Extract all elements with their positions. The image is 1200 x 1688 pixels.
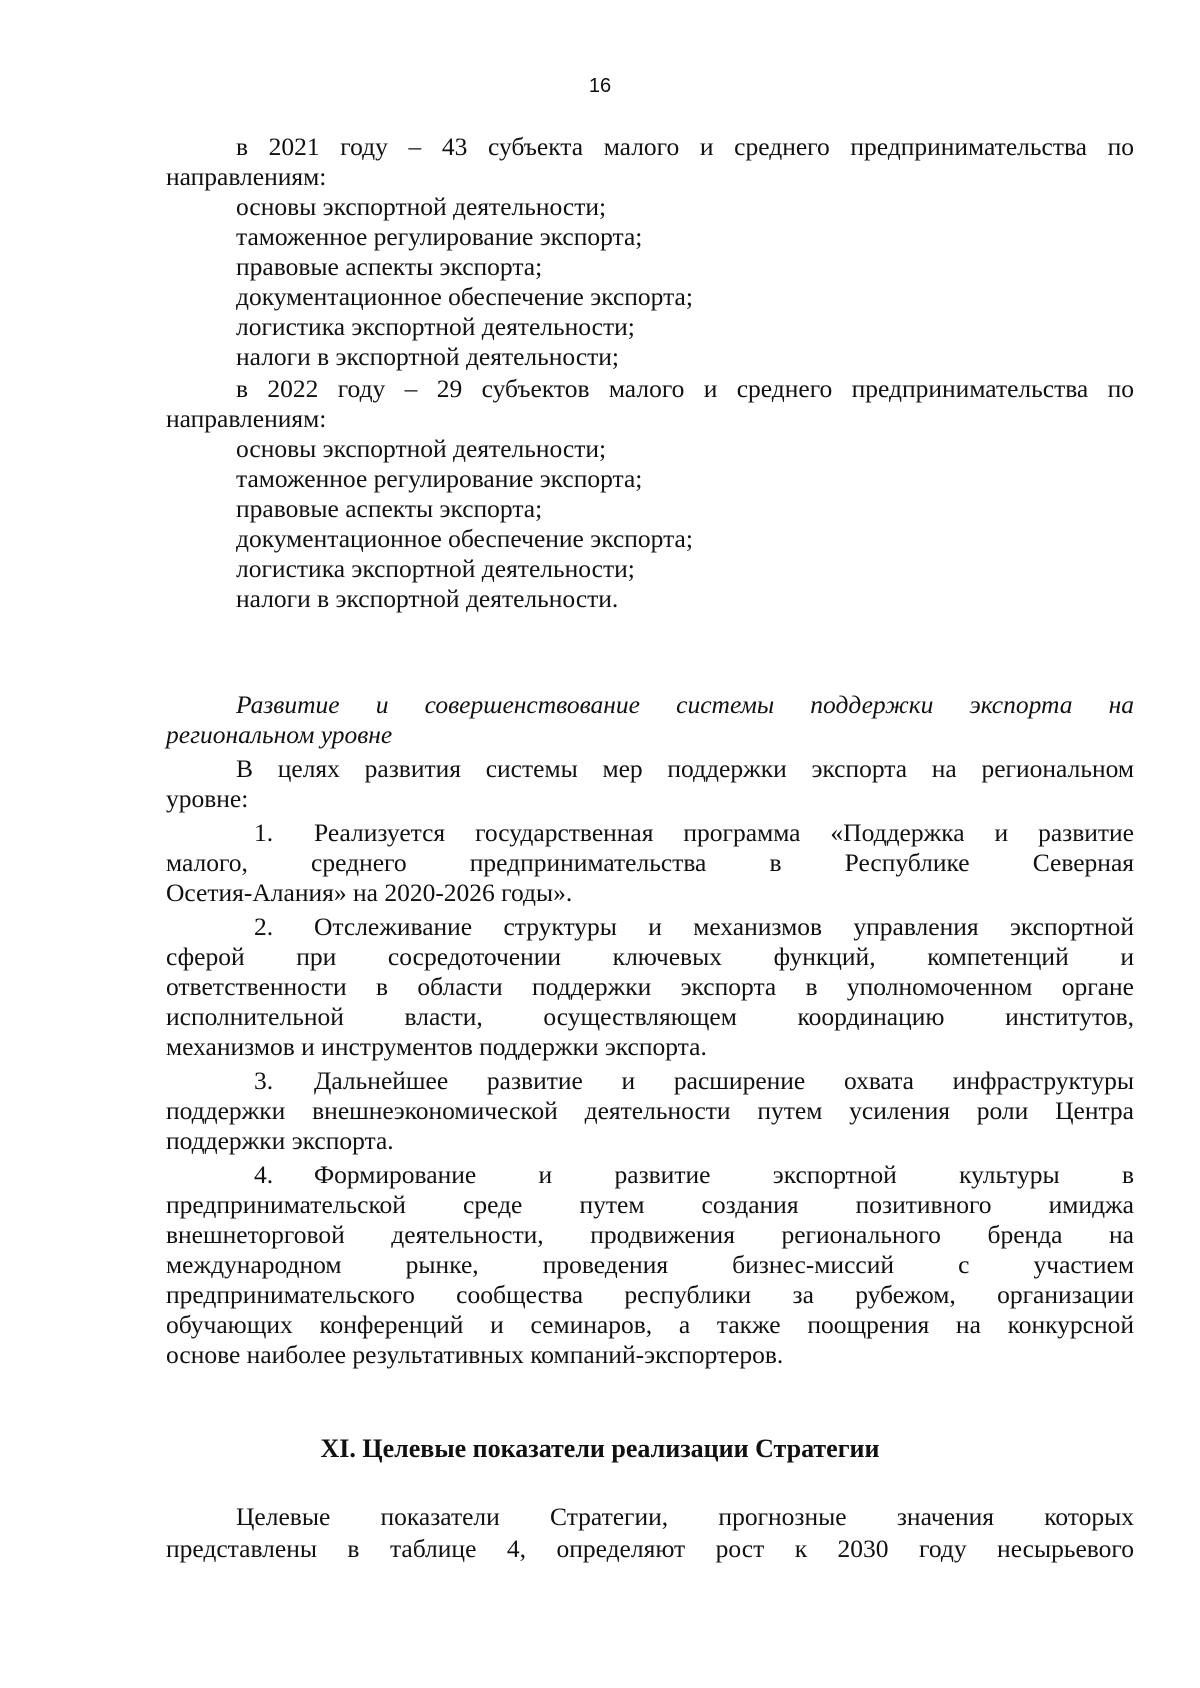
paragraph-line: представлены в таблице 4, определяют рост к 2030 году несырьевого [166,1534,1134,1563]
item-line: международном рынке, проведения бизнес-миссий с участием [166,1250,1134,1279]
list-item: основы экспортной деятельности; [236,192,607,221]
subheading-line: Развитие и совершенствование системы поддержки экспорта на [236,690,1134,719]
list-item: документационное обеспечение экспорта; [236,524,693,553]
item-number: 2. [254,912,274,941]
item-number: 3. [254,1066,274,1095]
item-number: 4. [254,1160,274,1189]
item-line: Осетия-Алания» на 2020-2026 годы». [166,878,573,907]
list-item: основы экспортной деятельности; [236,434,607,463]
paragraph-line: уровне: [166,784,249,813]
paragraph-line: Целевые показатели Стратегии, прогнозные значения которых [236,1502,1134,1531]
item-line: механизмов и инструментов поддержки экспорта. [166,1032,707,1061]
item-line: Реализуется государственная программа «Поддержка и развитие [314,818,1134,847]
subheading-line: региональном уровне [166,720,393,749]
item-line: Дальнейшее развитие и расширение охвата инфраструктуры [314,1066,1134,1095]
list-item: правовые аспекты экспорта; [236,494,543,523]
item-line: Отслеживание структуры и механизмов управления экспортной [314,912,1134,941]
list-item: таможенное регулирование экспорта; [236,464,643,493]
item-line: предпринимательского сообщества республики за рубежом, организации [166,1280,1134,1309]
list-item: логистика экспортной деятельности; [236,554,635,583]
item-line: сферой при сосредоточении ключевых функций, компетенций и [166,942,1134,971]
section-heading: XI. Целевые показатели реализации Стратегии [320,1434,880,1463]
item-line: поддержки экспорта. [166,1126,394,1155]
item-line: обучающих конференций и семинаров, а также поощрения на конкурсной [166,1310,1134,1339]
list-item: правовые аспекты экспорта; [236,252,543,281]
paragraph-line: направлениям: [166,404,327,433]
item-line: поддержки внешнеэкономической деятельности путем усиления роли Центра [166,1096,1134,1125]
list-item: налоги в экспортной деятельности. [236,584,619,613]
item-line: малого, среднего предпринимательства в Республике Северная [166,848,1134,877]
item-line: основе наиболее результативных компаний-экспортеров. [166,1340,784,1369]
paragraph-line: в 2021 году – 43 субъекта малого и среднего предпринимательства по [236,132,1134,161]
item-number: 1. [254,818,274,847]
item-line: внешнеторговой деятельности, продвижения регионального бренда на [166,1220,1134,1249]
item-line: ответственности в области поддержки экспорта в уполномоченном органе [166,972,1134,1001]
paragraph-line: В целях развития системы мер поддержки экспорта на региональном [236,754,1134,783]
list-item: логистика экспортной деятельности; [236,312,635,341]
list-item: таможенное регулирование экспорта; [236,222,643,251]
paragraph-line: в 2022 году – 29 субъектов малого и среднего предпринимательства по [236,374,1134,403]
list-item: налоги в экспортной деятельности; [236,342,620,371]
list-item: документационное обеспечение экспорта; [236,282,693,311]
page-number: 16 [588,75,612,97]
item-line: Формирование и развитие экспортной культуры в [314,1160,1134,1189]
paragraph-line: направлениям: [166,162,327,191]
item-line: предпринимательской среде путем создания позитивного имиджа [166,1190,1134,1219]
item-line: исполнительной власти, осуществляющем координацию институтов, [166,1002,1134,1031]
